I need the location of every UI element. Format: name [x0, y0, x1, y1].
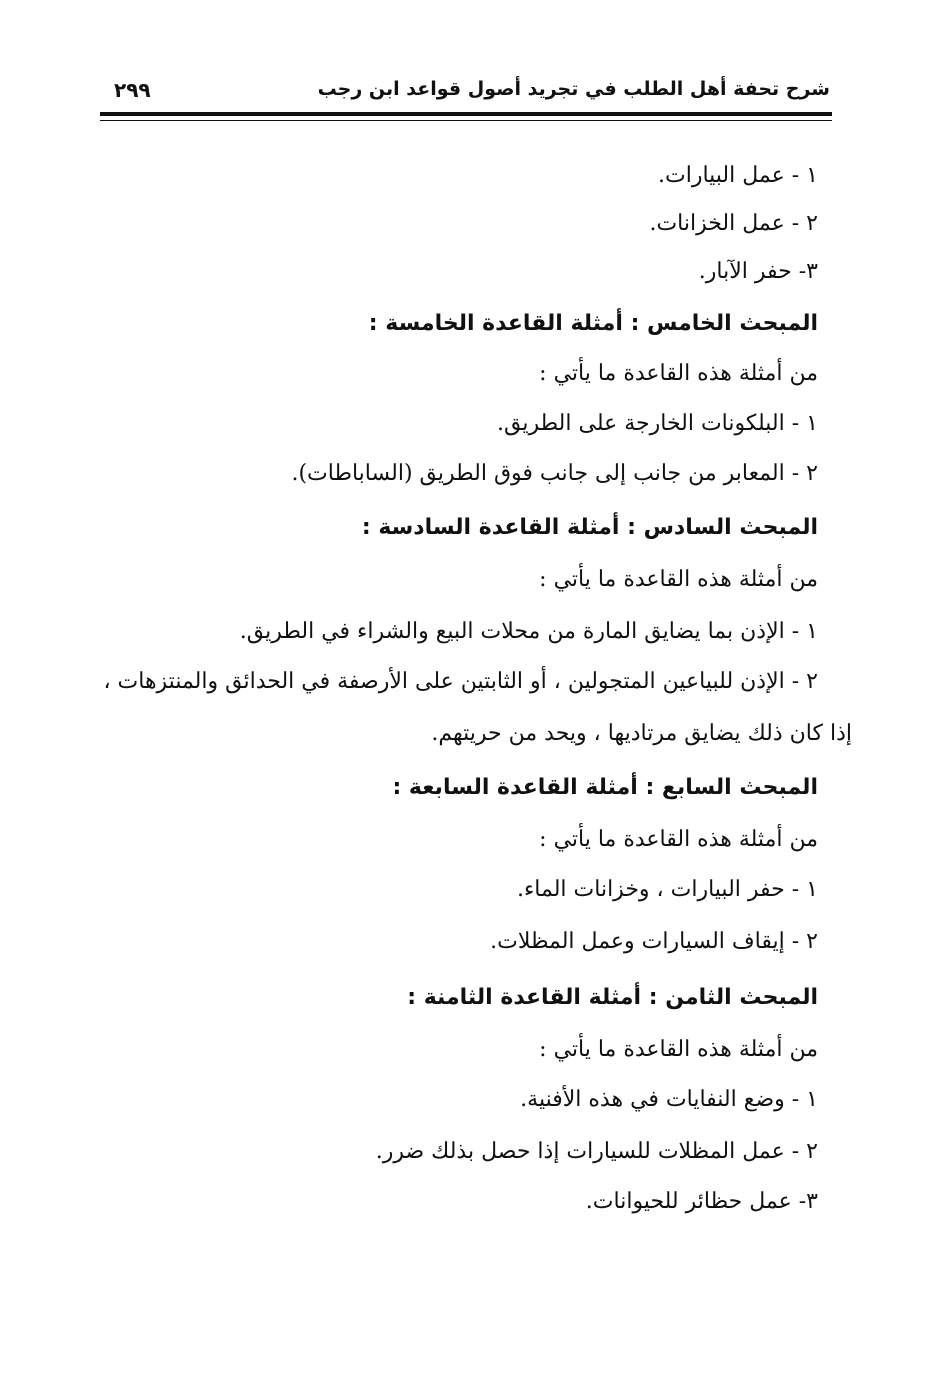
list-item: ١ - حفر البيارات ، وخزانات الماء. [516, 877, 818, 902]
section-heading: المبحث السادس : أمثلة القاعدة السادسة : [361, 515, 818, 540]
continuation-line: إذا كان ذلك يضايق مرتاديها ، ويحد من حريتهم. [431, 721, 852, 746]
header-rule-thick [100, 112, 832, 116]
list-item: ٢ - عمل المظلات للسيارات إذا حصل بذلك ضرر. [375, 1139, 818, 1164]
intro-line: من أمثلة هذه القاعدة ما يأتي : [539, 827, 818, 852]
intro-line: من أمثلة هذه القاعدة ما يأتي : [539, 567, 818, 592]
section-heading: المبحث الخامس : أمثلة القاعدة الخامسة : [368, 311, 818, 336]
intro-line: من أمثلة هذه القاعدة ما يأتي : [539, 1037, 818, 1062]
page-header [100, 72, 830, 110]
list-item: ١ - الإذن بما يضايق المارة من محلات البيع والشراء في الطريق. [239, 619, 818, 644]
list-item: ٢ - إيقاف السيارات وعمل المظلات. [490, 929, 818, 954]
page-number: ٢٩٩ [114, 78, 151, 102]
list-item: ٢ - الإذن للبياعين المتجولين ، أو الثابتين على الأرصفة في الحدائق والمنتزهات ، [103, 669, 818, 694]
list-item: ٢ - المعابر من جانب إلى جانب فوق الطريق (الساباطات). [291, 461, 818, 486]
section-heading: المبحث الثامن : أمثلة القاعدة الثامنة : [407, 985, 818, 1010]
list-item: ٣- حفر الآبار. [698, 259, 818, 284]
header-rule-thin [100, 120, 832, 121]
section-heading: المبحث السابع : أمثلة القاعدة السابعة : [392, 775, 818, 800]
list-item: ٢ - عمل الخزانات. [649, 211, 818, 236]
list-item: ٣- عمل حظائر للحيوانات. [585, 1189, 818, 1214]
intro-line: من أمثلة هذه القاعدة ما يأتي : [539, 361, 818, 386]
list-item: ١ - البلكونات الخارجة على الطريق. [497, 411, 818, 436]
list-item: ١ - عمل البيارات. [658, 163, 818, 188]
running-title: شرح تحفة أهل الطلب في تجريد أصول قواعد ابن رجب [317, 78, 830, 100]
list-item: ١ - وضع النفايات في هذه الأفنية. [520, 1087, 818, 1112]
